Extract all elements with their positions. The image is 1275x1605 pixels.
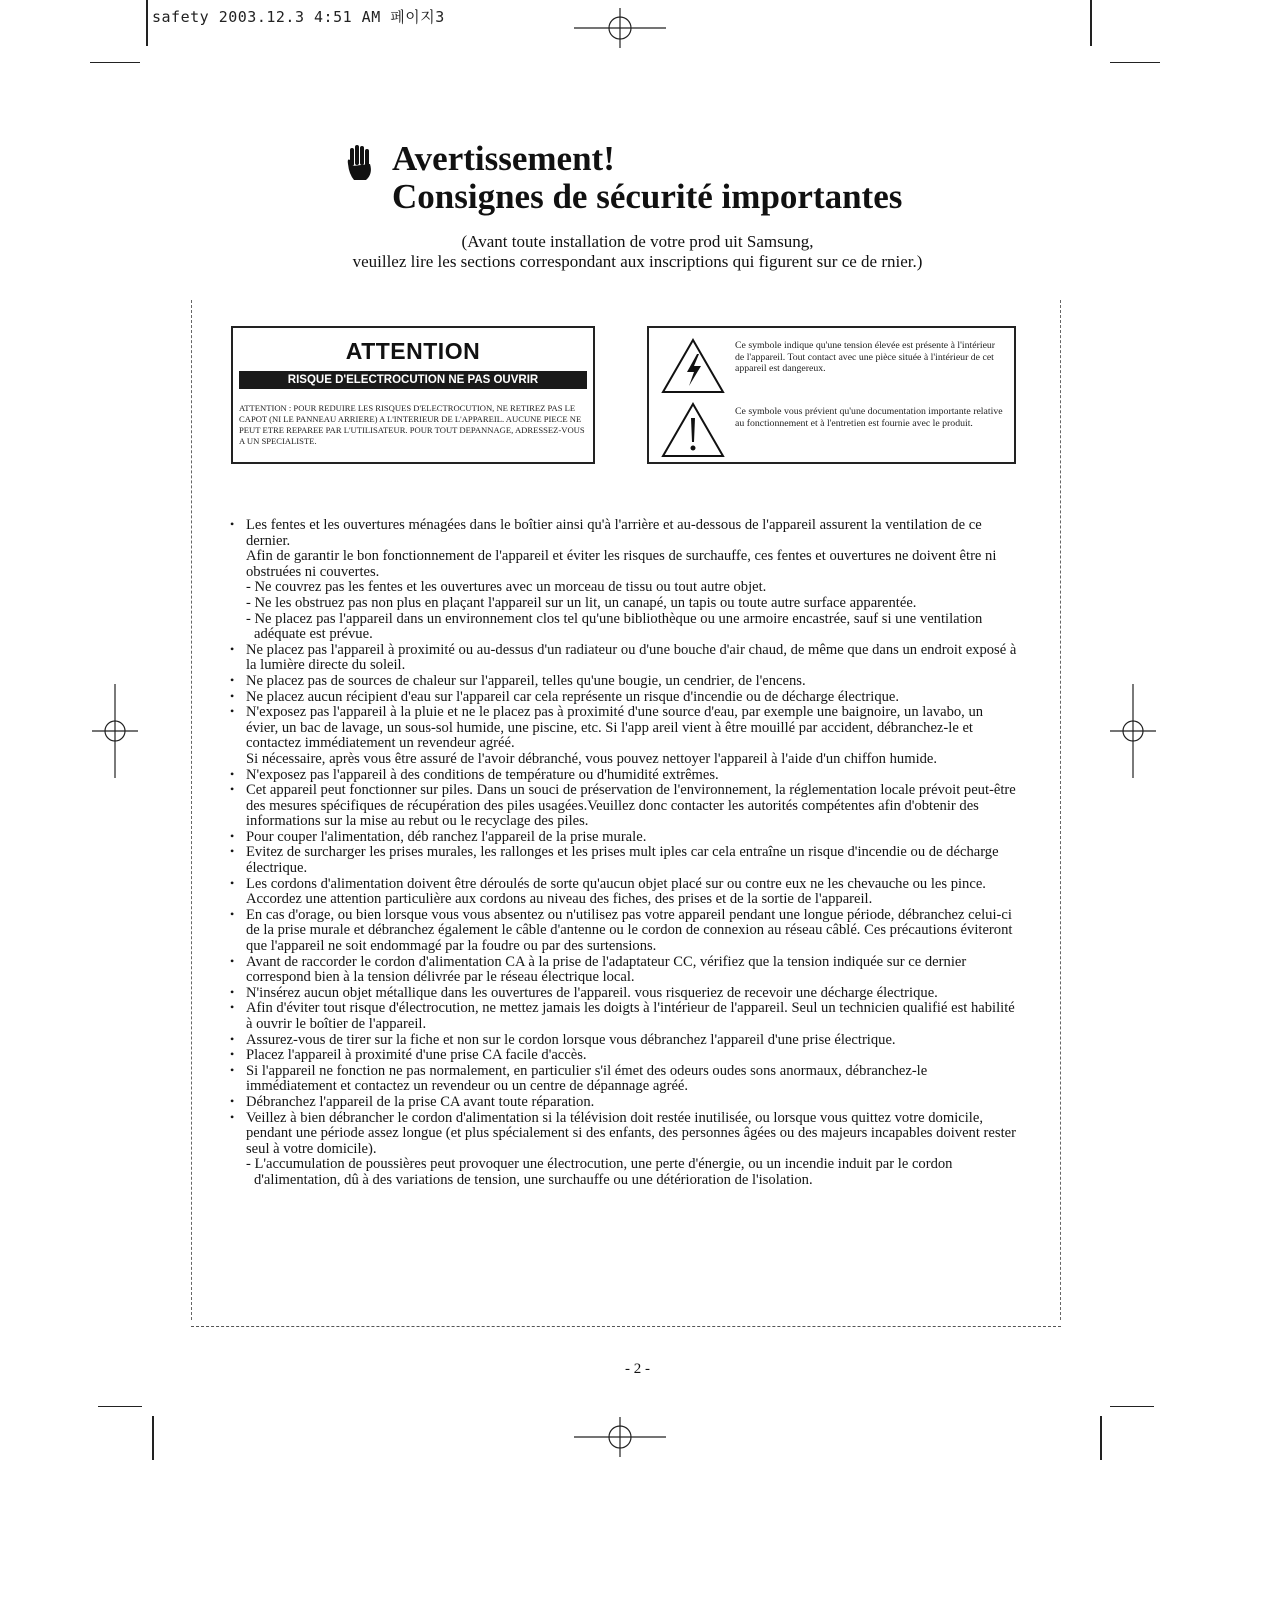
registration-mark-icon: [1110, 684, 1156, 778]
safety-list: [228, 518, 1018, 1189]
title-line-1: Avertissement!: [392, 139, 615, 178]
lightning-warning-icon: [661, 338, 725, 394]
safety-subitem-text: - Ne placez pas l'appareil dans un environnement clos tel qu'une bibliothèque ou une armoire encastrée, sauf si une ventilation adéquate est prévue.: [246, 610, 983, 643]
print-header-note: safety 2003.12.3 4:51 AM 페이지3: [152, 8, 445, 26]
hand-warning-icon: [346, 144, 376, 186]
safety-subitem-text: - Ne les obstruez pas non plus en plaçant l'appareil sur un lit, un canapé, un tapis ou toute autre surface apparentée.: [246, 594, 917, 611]
symbols-box: [647, 326, 1016, 464]
safety-item: [228, 1048, 1018, 1064]
crop-mark: [98, 1406, 142, 1407]
safety-item: [228, 877, 1018, 908]
safety-item: [228, 986, 1018, 1002]
registration-mark-icon: [574, 8, 666, 48]
safety-item-text: Si nécessaire, après vous être assuré de l'avoir débranché, vous pouvez nettoyer l'appareil à l'aide d'un chiffon humide.: [246, 750, 938, 767]
subtitle: [0, 232, 1275, 272]
safety-item-text: • Placez l'appareil à proximité d'une prise CA facile d'accès.: [246, 1047, 587, 1064]
crop-mark: [1090, 0, 1092, 46]
title-line-2: Consignes de sécurité importantes: [392, 177, 903, 216]
crop-mark: [1110, 62, 1160, 63]
symbol-description-2: Ce symbole vous prévient qu'une documentation importante relative au fonctionnement et à l'entretien est fournie avec le produit.: [735, 406, 1003, 429]
crop-mark: [1100, 1416, 1102, 1460]
attention-banner: RISQUE D'ELECTROCUTION NE PAS OUVRIR: [239, 371, 587, 389]
safety-item-text: • En cas d'orage, ou bien lorsque vous vous absentez ou n'utilisez pas votre appareil pendant une longue période, débranchez celui-ci de la prise murale et débranchez également le câble d'antenne ou le cordon de connexion au réseau câblé. Ces précautions éviteront que l'appareil ne soit endommagé par la foudre ou par des surtensions.: [246, 906, 1013, 955]
safety-item-text: • Les cordons d'alimentation doivent être déroulés de sorte qu'aucun objet placé sur ou contre eux ne les chevauche ou les pince. Accordez une attention particulière aux cordons au niveau des fiches, des prises et de la sortie de l'appareil.: [246, 875, 986, 908]
safety-item: [228, 643, 1018, 674]
safety-instructions: [228, 518, 1018, 1189]
subtitle-line-1: (Avant toute installation de votre prod uit Samsung,: [461, 232, 814, 251]
safety-item-text: • Ne placez pas l'appareil à proximité ou au-dessus d'un radiateur ou d'une bouche d'air chaud, de même que dans un endroit exposé à la lumière directe du soleil.: [246, 641, 1017, 674]
safety-item-text: • N'exposez pas l'appareil à des conditions de température ou d'humidité extrêmes.: [246, 766, 719, 783]
crop-mark: [146, 0, 148, 46]
subtitle-line-2: veuillez lire les sections correspondant aux inscriptions qui figurent sur ce de rnier.): [352, 252, 923, 271]
safety-item: [228, 1001, 1018, 1032]
safety-item-text: • Ne placez pas de sources de chaleur sur l'appareil, telles qu'une bougie, un cendrier, de l'encens.: [246, 672, 806, 689]
attention-text: ATTENTION : POUR REDUIRE LES RISQUES D'ELECTROCUTION, NE RETIREZ PAS LE CAPOT (NI LE PANNEAU ARRIERE) A L'INTERIEUR DE L'APPAREIL. AUCUNE PIECE NE PEUT ETRE REPAREE PAR L'UTILISATEUR. POUR TOUT DEPANNAGE, ADRESSEZ-VOUS A UN SPECIALISTE.: [239, 403, 585, 446]
exclamation-warning-icon: [661, 402, 725, 458]
safety-item: [228, 908, 1018, 955]
safety-item-text: • Assurez-vous de tirer sur la fiche et non sur le cordon lorsque vous débranchez l'appareil d'une prise électrique.: [246, 1031, 896, 1048]
symbol-description-1: Ce symbole indique qu'une tension élevée est présente à l'intérieur de l'appareil. Tout contact avec une pièce située à l'intérieur de cet appareil est dangereux.: [735, 340, 996, 374]
safety-item: [228, 1111, 1018, 1189]
frame-border-left: [191, 300, 193, 1320]
safety-item-text: • N'exposez pas l'appareil à la pluie et ne le placez pas à proximité d'une source d'eau, par exemple une baignoire, un lavabo, un évier, un bac de lavage, un sous-sol humide, une piscine, etc. Si l'app areil vient à être mouillé par accident, débranchez-le et contactez immédiatement un revendeur agréé.: [246, 704, 984, 752]
safety-item-text: • Les fentes et les ouvertures ménagées dans le boîtier ainsi qu'à l'arrière et au-dessous de l'appareil assurent la ventilation de ce dernier.: [246, 517, 982, 549]
page-title: [346, 140, 902, 216]
safety-item: [228, 674, 1018, 690]
safety-subitem-text: - L'accumulation de poussières peut provoquer une électrocution, une perte d'énergie, ou un incendie induit par le cordon d'alimentation, dû à des variations de tension, une surchauffe ou une détérioration de l'isolation.: [246, 1156, 953, 1188]
safety-item: [228, 1095, 1018, 1111]
crop-mark: [1110, 1406, 1154, 1407]
frame-border-right: [1060, 300, 1062, 1320]
safety-item-text: • Cet appareil peut fonctionner sur piles. Dans un souci de préservation de l'environnement, la réglementation locale prévoit peut-être des mesures spécifiques de récupération des piles usagées.Veuillez donc contacter les autorités compétentes afin d'obtenir des informations sur la mise au rebut ou le recyclage des piles.: [246, 782, 1016, 830]
safety-item: [228, 830, 1018, 846]
registration-mark-icon: [574, 1417, 666, 1457]
safety-item-text: • Afin d'éviter tout risque d'électrocution, ne mettez jamais les doigts à l'intérieur de l'appareil. Seul un technicien qualifié est habilité à ouvrir le boîtier de l'appareil.: [246, 1000, 1015, 1032]
safety-item-text: • Avant de raccorder le cordon d'alimentation CA à la prise de l'adaptateur CC, vérifiez que la tension indiquée sur ce dernier correspond bien à la tension délivrée par le réseau électrique local.: [246, 953, 967, 986]
safety-item-text: • Pour couper l'alimentation, déb ranchez l'appareil de la prise murale.: [246, 828, 647, 845]
safety-item-text: • Evitez de surcharger les prises murales, les rallonges et les prises mult iples car cela entraîne un risque d'incendie ou de décharge électrique.: [246, 844, 999, 877]
safety-item: [228, 690, 1018, 706]
crop-mark: [90, 62, 140, 63]
safety-item-text: • Si l'appareil ne fonction ne pas normalement, en particulier s'il émet des odeurs oudes sons anormaux, débranchez-le immédiatement et contactez un revendeur ou un centre de dépannage agréé.: [246, 1062, 928, 1095]
safety-item-text: • Ne placez aucun récipient d'eau sur l'appareil car cela représente un risque d'incendie ou de décharge électrique.: [246, 688, 900, 705]
safety-item: [228, 705, 1018, 767]
attention-box: [231, 326, 595, 464]
page-number: - 2 -: [625, 1361, 650, 1377]
safety-item-text: • Débranchez l'appareil de la prise CA avant toute réparation.: [246, 1093, 595, 1110]
safety-item-text: Afin de garantir le bon fonctionnement de l'appareil et éviter les risques de surchauffe, ces fentes et ouvertures ne doivent être ni obstruées ni couvertes.: [246, 548, 997, 580]
safety-subitem-text: - Ne couvrez pas les fentes et les ouvertures avec un morceau de tissu ou tout autre objet.: [246, 579, 767, 596]
safety-item: [228, 768, 1018, 784]
safety-item-text: • Veillez à bien débrancher le cordon d'alimentation si la télévision doit restée inutilisée, ou lorsque vous quittez votre domicile, pendant une période assez longue (et plus spécialement si des enfants, des personnes âgées ou des majeurs incapables doivent rester seul à votre domicile).: [246, 1109, 1016, 1157]
safety-item-text: • N'insérez aucun objet métallique dans les ouvertures de l'appareil. vous risqueriez de recevoir une décharge électrique.: [246, 984, 938, 1001]
safety-item: [228, 518, 1018, 643]
registration-mark-icon: [92, 684, 138, 778]
safety-item: [228, 1064, 1018, 1095]
crop-mark: [152, 1416, 154, 1460]
safety-item: [228, 955, 1018, 986]
safety-item: [228, 845, 1018, 876]
safety-item: [228, 1033, 1018, 1049]
frame-border-bottom: [191, 1326, 1061, 1328]
safety-item: [228, 783, 1018, 830]
attention-title: ATTENTION: [345, 338, 481, 364]
